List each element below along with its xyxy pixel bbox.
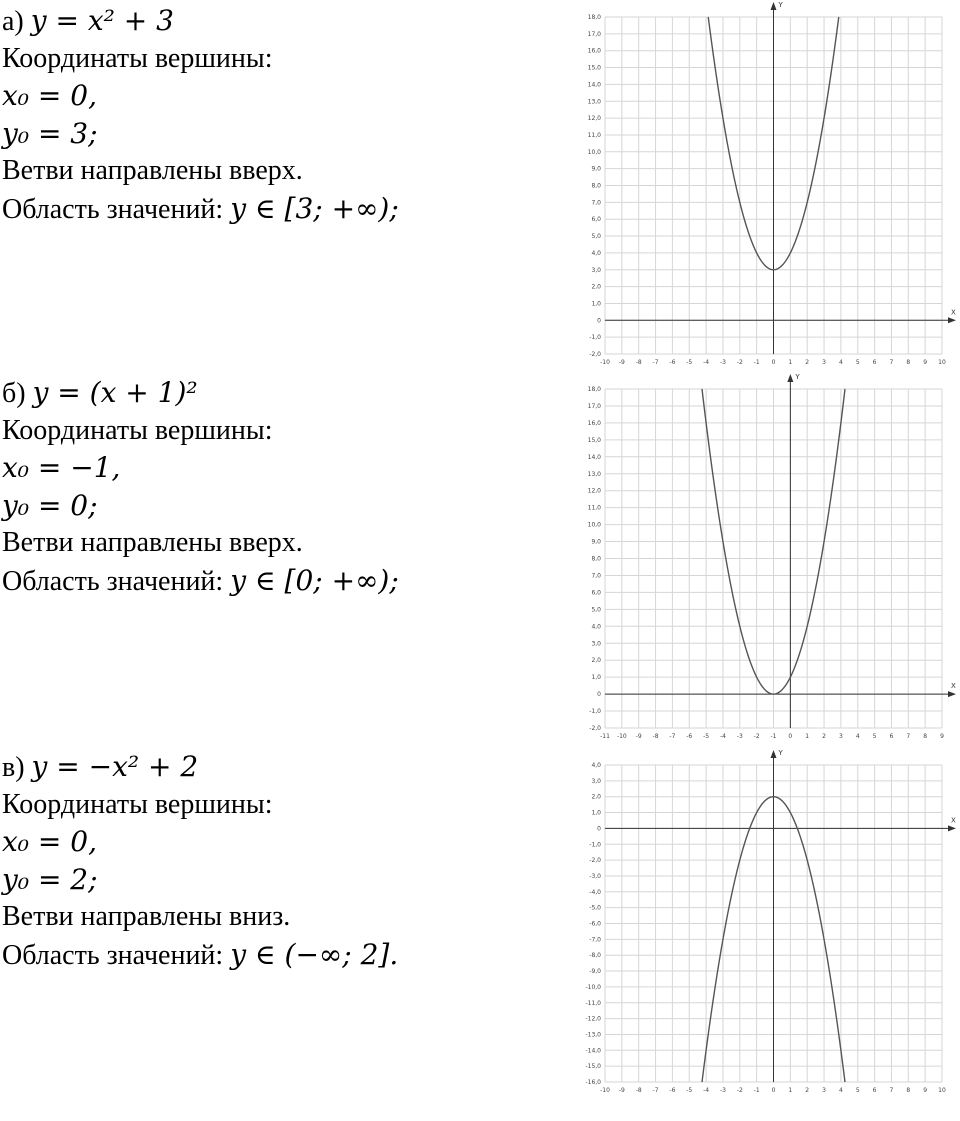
- x-tick-label: 3: [822, 1087, 826, 1094]
- y-tick-label: -2,0: [589, 351, 601, 358]
- y-tick-label: 15,0: [587, 436, 601, 444]
- range-value: y ∈ [3; +∞);: [230, 191, 399, 225]
- formula: y = x² + 3: [30, 4, 174, 37]
- x-tick-label: 5: [872, 733, 877, 740]
- y-tick-label: 1,0: [591, 300, 601, 308]
- x-tick-label: 0: [771, 1087, 776, 1094]
- y-tick-label: 16,0: [587, 419, 601, 427]
- y-tick-label: 10,0: [587, 148, 601, 156]
- x-tick-label: 2: [805, 359, 810, 366]
- branches-direction: Ветви направлены вверх.: [2, 155, 303, 186]
- y-tick-label: -11,0: [585, 999, 601, 1007]
- x-tick-label: -3: [736, 733, 743, 740]
- x-tick-label: -10: [600, 359, 610, 366]
- y-tick-label: -14,0: [585, 1047, 601, 1055]
- y-tick-label: 10,0: [587, 521, 601, 529]
- x-tick-label: -4: [703, 359, 710, 366]
- solution-text: [2, 374, 562, 599]
- y-tick-label: 3,0: [591, 266, 601, 274]
- y-tick-label: 14,0: [587, 453, 601, 461]
- y-axis-label: Y: [778, 1, 783, 9]
- section-b: [0, 372, 960, 746]
- y-tick-label: -1,0: [589, 841, 601, 849]
- range-line: [2, 190, 562, 228]
- x-tick-label: -2: [736, 1087, 743, 1094]
- x-tick-label: -9: [618, 359, 625, 366]
- y-tick-label: 11,0: [587, 504, 601, 512]
- y-tick-label: 14,0: [587, 81, 601, 89]
- y-tick-label: 5,0: [591, 233, 601, 241]
- x-tick-label: -11: [600, 733, 610, 740]
- section-c: [0, 746, 960, 1121]
- parabola-chart-b: [560, 372, 960, 746]
- x-tick-label: 2: [822, 733, 826, 740]
- x-tick-label: 9: [940, 733, 944, 740]
- formula: y = −x² + 2: [31, 750, 199, 783]
- x-tick-label: 9: [923, 1087, 928, 1094]
- y-tick-label: 8,0: [591, 555, 601, 563]
- x-tick-label: 1: [788, 1087, 793, 1094]
- y-tick-label: 18,0: [587, 14, 601, 21]
- y-tick-label: -6,0: [589, 920, 601, 928]
- y-axis-arrow: [771, 2, 777, 10]
- y-tick-label: 5,0: [591, 606, 601, 614]
- y-tick-label: 0: [597, 691, 601, 699]
- vertex-y: y₀ = 3;: [2, 116, 98, 150]
- y-tick-label: 9,0: [591, 538, 601, 546]
- x-tick-label: 4: [838, 359, 843, 366]
- vertex-x: x₀ = 0,: [2, 825, 97, 858]
- solution-text: [2, 2, 562, 227]
- y-tick-label: 13,0: [587, 98, 601, 106]
- x-axis-label: X: [951, 682, 956, 691]
- x-tick-label: -5: [703, 733, 710, 740]
- x-tick-label: 8: [906, 359, 911, 366]
- solution-text: [2, 748, 562, 973]
- y-tick-label: 1,0: [591, 674, 601, 682]
- x-tick-label: 10: [938, 1087, 946, 1094]
- x-axis-arrow: [948, 317, 956, 323]
- vertex-x: x₀ = −1,: [2, 451, 121, 484]
- x-tick-label: 6: [889, 733, 894, 740]
- x-tick-label: -7: [652, 359, 659, 366]
- vertex-heading: Координаты вершины:: [2, 788, 273, 820]
- x-tick-label: -5: [686, 1087, 693, 1094]
- y-tick-label: 3,0: [591, 640, 601, 648]
- x-tick-label: -6: [669, 1087, 676, 1094]
- x-tick-label: 3: [822, 359, 826, 366]
- x-tick-label: 5: [855, 359, 860, 366]
- range-label: Область значений:: [2, 939, 224, 971]
- x-axis-label: X: [951, 816, 956, 825]
- x-tick-label: -9: [618, 1087, 625, 1094]
- y-tick-label: 4,0: [591, 249, 601, 257]
- y-tick-label: 18,0: [587, 386, 601, 393]
- vertex-y: y₀ = 0;: [2, 488, 98, 522]
- y-tick-label: -2,0: [589, 725, 601, 732]
- formula: y = (x + 1)²: [32, 376, 198, 409]
- range-label: Область значений:: [2, 565, 224, 597]
- x-tick-label: 0: [788, 733, 793, 740]
- y-axis-arrow: [771, 750, 777, 758]
- y-tick-label: 17,0: [587, 30, 601, 38]
- x-tick-label: -7: [669, 733, 676, 740]
- parabola-chart-c: [560, 746, 960, 1121]
- x-tick-label: 4: [855, 733, 860, 740]
- x-tick-label: -10: [616, 733, 627, 740]
- x-tick-label: 4: [838, 1087, 843, 1094]
- range-value: y ∈ (−∞; 2].: [230, 937, 399, 971]
- x-tick-label: -4: [703, 1087, 710, 1094]
- y-tick-label: -2,0: [589, 857, 601, 865]
- y-tick-label: -1,0: [589, 708, 601, 716]
- y-tick-label: 2,0: [591, 283, 601, 291]
- x-tick-label: -6: [669, 359, 676, 366]
- vertex-x: x₀ = 0,: [2, 79, 97, 112]
- y-tick-label: 4,0: [591, 623, 601, 631]
- x-tick-label: 1: [788, 359, 793, 366]
- x-tick-label: 3: [838, 733, 843, 740]
- x-tick-label: -1: [770, 733, 777, 740]
- vertex-heading: Координаты вершины:: [2, 42, 273, 74]
- y-tick-label: 0: [597, 317, 601, 325]
- y-tick-label: 7,0: [591, 572, 601, 580]
- x-tick-label: -2: [736, 359, 743, 366]
- branches-direction: Ветви направлены вниз.: [2, 901, 291, 932]
- y-tick-label: -16,0: [585, 1079, 601, 1086]
- x-tick-label: 9: [923, 359, 928, 366]
- x-tick-label: 1: [805, 733, 810, 740]
- x-axis-label: X: [951, 308, 956, 317]
- x-axis-arrow: [948, 825, 956, 831]
- x-tick-label: -6: [686, 733, 693, 740]
- y-tick-label: -13,0: [585, 1031, 601, 1039]
- y-tick-label: 3,0: [591, 777, 601, 785]
- y-tick-label: 2,0: [591, 657, 601, 665]
- parabola-chart-a: [560, 0, 960, 372]
- x-tick-label: 6: [872, 359, 877, 366]
- y-tick-label: -15,0: [585, 1063, 601, 1071]
- x-tick-label: 7: [889, 1087, 894, 1094]
- x-tick-label: -3: [719, 1087, 726, 1094]
- y-tick-label: -1,0: [589, 334, 601, 342]
- formula-line: [2, 748, 562, 786]
- formula-line: [2, 374, 562, 412]
- x-tick-label: 6: [872, 1087, 877, 1094]
- y-tick-label: 13,0: [587, 470, 601, 478]
- y-tick-label: 4,0: [591, 762, 601, 769]
- y-tick-label: 7,0: [591, 199, 601, 207]
- formula-line: [2, 2, 562, 40]
- y-tick-label: 12,0: [587, 115, 601, 123]
- item-label: а): [2, 6, 24, 37]
- x-tick-label: -1: [753, 359, 760, 366]
- item-label: в): [2, 752, 25, 783]
- x-tick-label: -5: [686, 359, 693, 366]
- y-tick-label: 6,0: [591, 216, 601, 224]
- branches-direction: Ветви направлены вверх.: [2, 527, 303, 558]
- y-tick-label: -12,0: [585, 1015, 601, 1023]
- y-axis-arrow: [787, 374, 793, 382]
- y-tick-label: 12,0: [587, 487, 601, 495]
- y-tick-label: 16,0: [587, 47, 601, 55]
- x-tick-label: -8: [635, 359, 642, 366]
- x-tick-label: 7: [906, 733, 911, 740]
- range-label: Область значений:: [2, 193, 224, 225]
- y-tick-label: -10,0: [585, 983, 601, 991]
- vertex-heading: Координаты вершины:: [2, 414, 273, 446]
- y-tick-label: 17,0: [587, 402, 601, 410]
- range-value: y ∈ [0; +∞);: [230, 563, 399, 597]
- x-tick-label: -8: [635, 1087, 642, 1094]
- y-axis-label: Y: [795, 373, 800, 381]
- range-line: [2, 562, 562, 600]
- y-tick-label: -9,0: [589, 968, 601, 976]
- x-tick-label: 8: [923, 733, 928, 740]
- y-tick-label: -8,0: [589, 952, 601, 960]
- y-tick-label: -5,0: [589, 904, 601, 912]
- x-tick-label: -7: [652, 1087, 659, 1094]
- y-tick-label: 2,0: [591, 793, 601, 801]
- x-tick-label: 2: [805, 1087, 810, 1094]
- x-axis-arrow: [948, 691, 956, 697]
- x-tick-label: -2: [753, 733, 760, 740]
- y-tick-label: -7,0: [589, 936, 601, 944]
- vertex-y: y₀ = 2;: [2, 862, 98, 896]
- section-a: [0, 0, 960, 372]
- y-tick-label: -3,0: [589, 872, 601, 880]
- x-tick-label: -3: [719, 359, 726, 366]
- x-tick-label: -10: [600, 1087, 610, 1094]
- x-tick-label: -4: [719, 733, 726, 740]
- y-tick-label: 8,0: [591, 182, 601, 190]
- y-tick-label: 15,0: [587, 64, 601, 72]
- x-tick-label: 10: [938, 359, 946, 366]
- y-axis-label: Y: [778, 749, 783, 757]
- range-line: [2, 936, 562, 974]
- x-tick-label: 8: [906, 1087, 911, 1094]
- x-tick-label: -8: [652, 733, 659, 740]
- x-tick-label: 0: [771, 359, 776, 366]
- y-tick-label: 9,0: [591, 165, 601, 173]
- x-tick-label: 5: [855, 1087, 860, 1094]
- x-tick-label: -9: [635, 733, 642, 740]
- y-tick-label: -4,0: [589, 888, 601, 896]
- x-tick-label: -1: [753, 1087, 760, 1094]
- item-label: б): [2, 378, 26, 409]
- x-tick-label: 7: [889, 359, 894, 366]
- y-tick-label: 0: [597, 825, 601, 833]
- y-tick-label: 11,0: [587, 131, 601, 139]
- y-tick-label: 1,0: [591, 809, 601, 817]
- y-tick-label: 6,0: [591, 589, 601, 597]
